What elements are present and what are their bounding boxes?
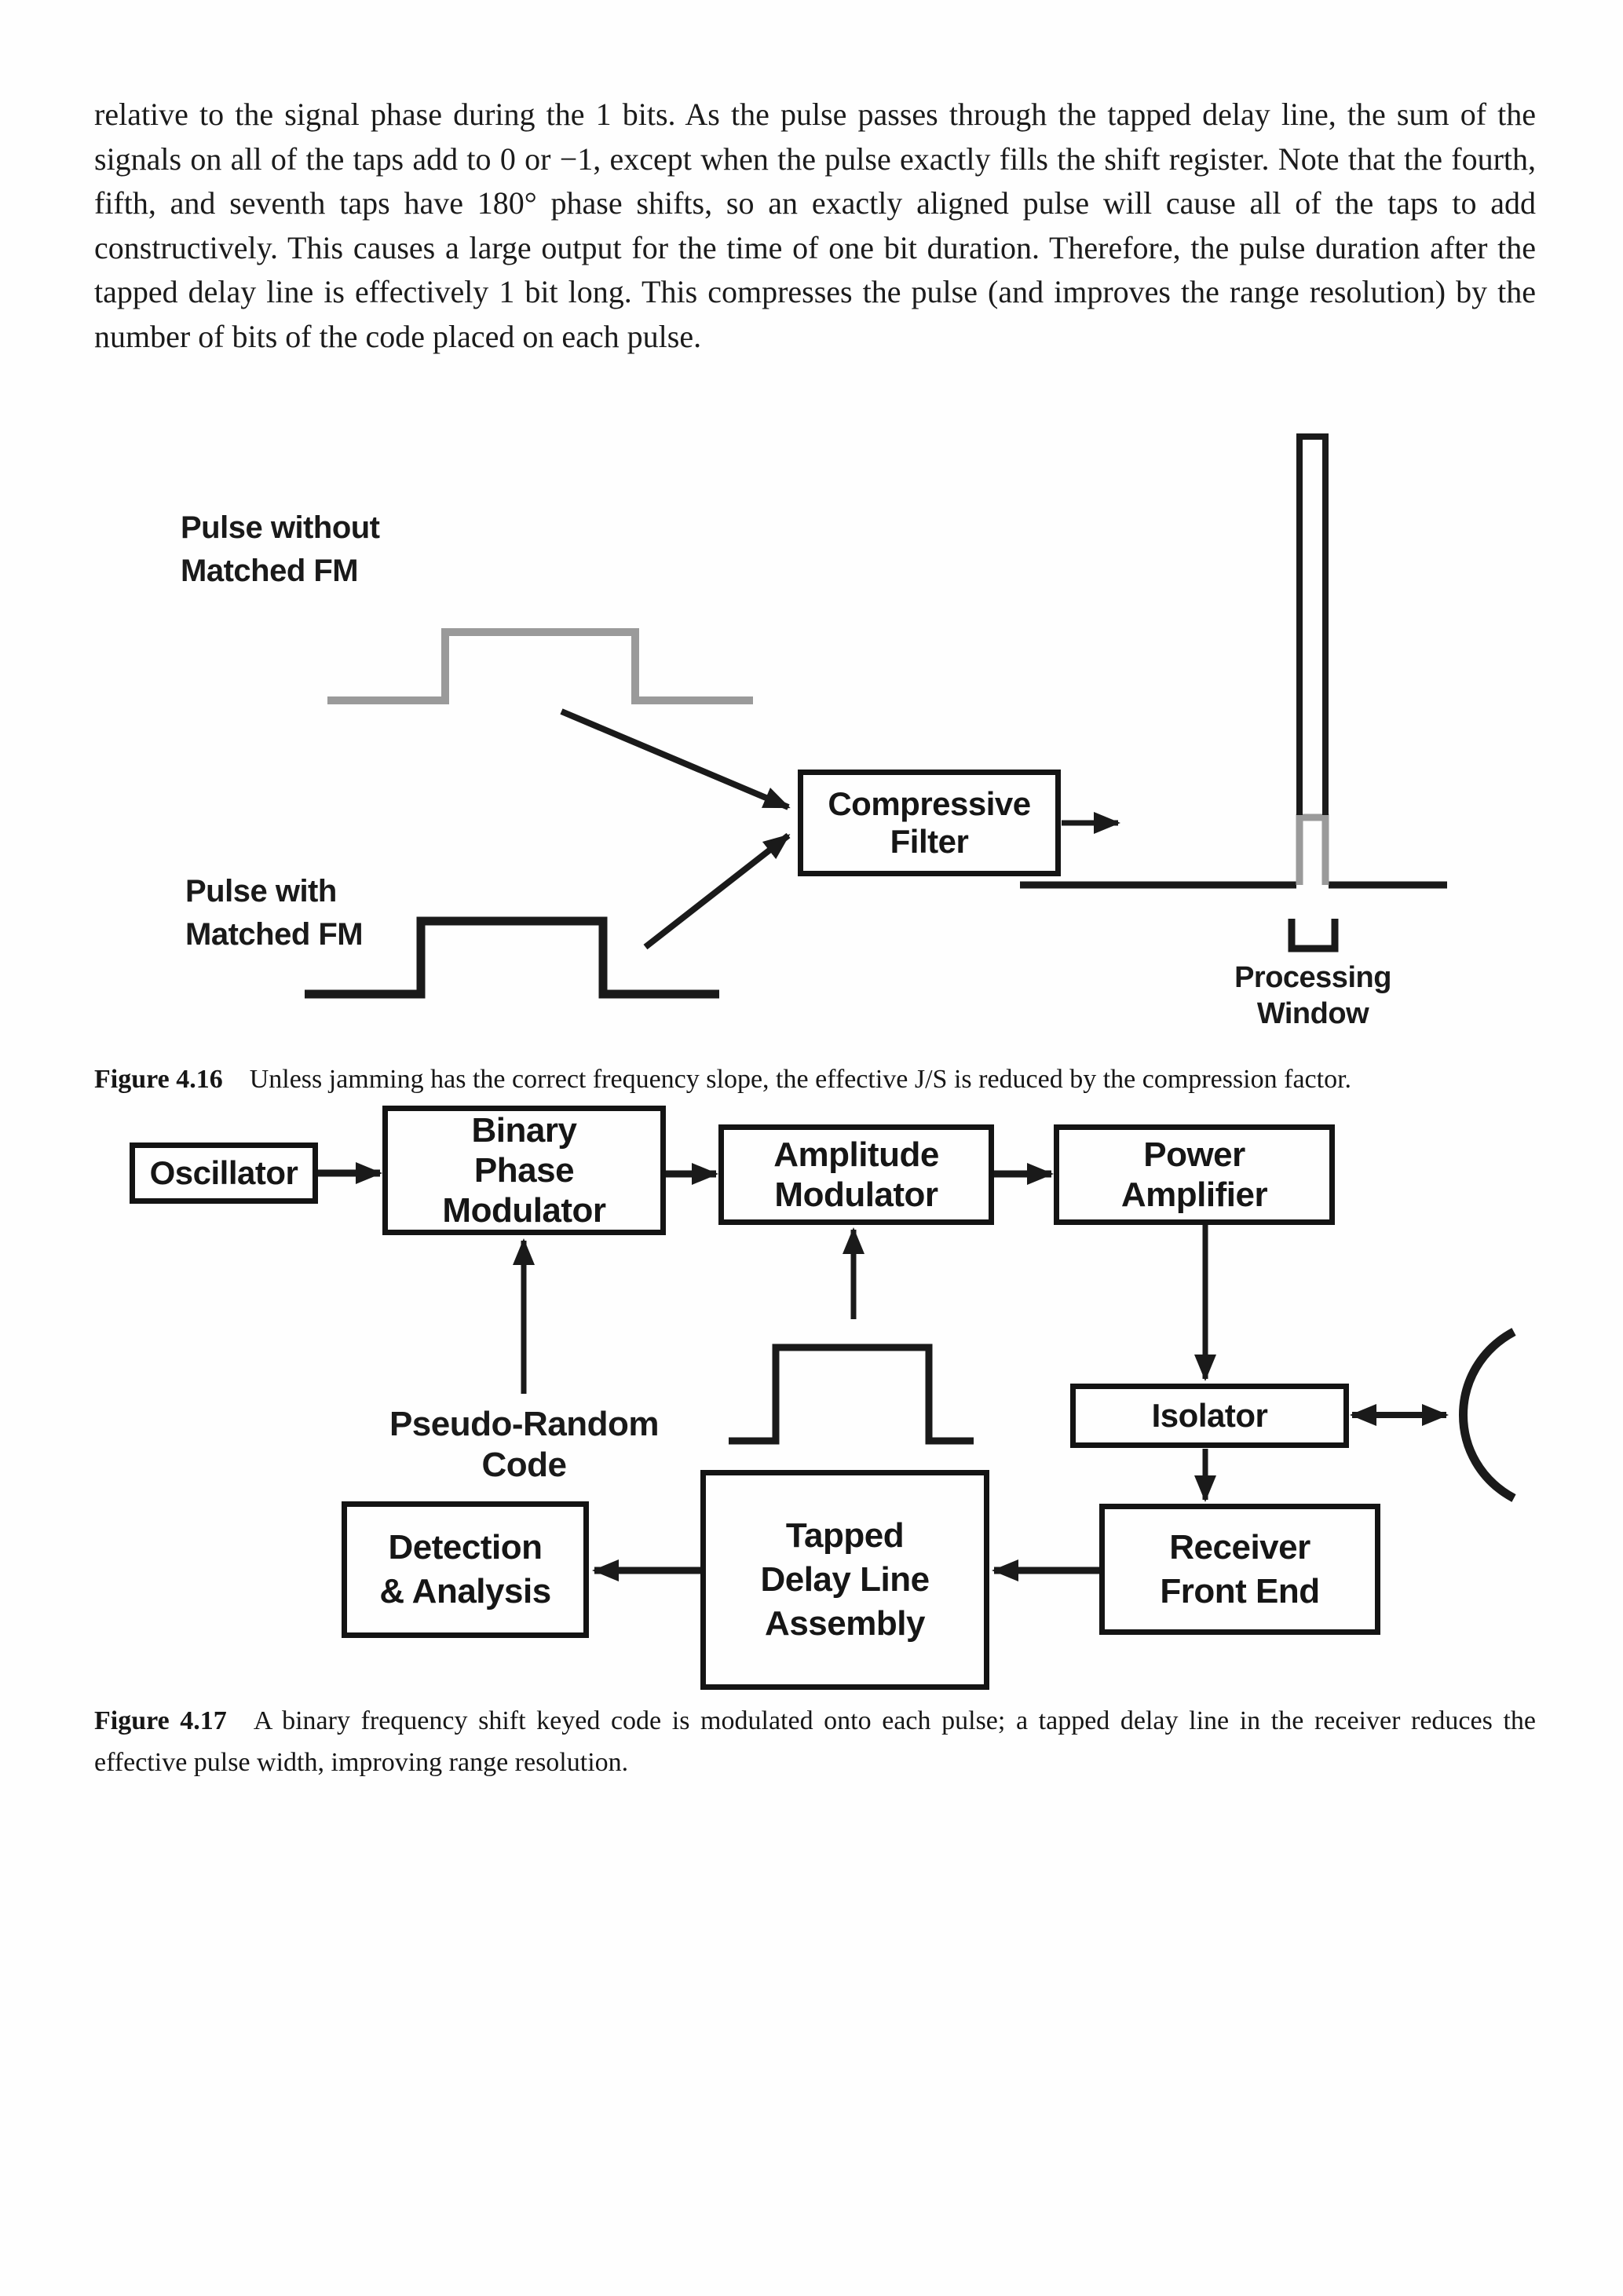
arrow-gray-pulse-to-filter-icon	[561, 711, 788, 807]
pulse-without-label: Pulse without Matched FM	[181, 510, 380, 588]
compressed-pulse-gray-window	[1299, 817, 1325, 885]
power-amplifier-box: Power Amplifier	[1054, 1124, 1335, 1225]
tapped-delay-line-assembly-box: Tapped Delay Line Assembly	[700, 1470, 989, 1690]
figure-417-caption	[94, 1700, 1536, 1783]
pseudo-random-code-label: Pseudo-Random Code	[389, 1405, 660, 1484]
body-paragraph: relative to the signal phase during the 1 bits. As the pulse passes through the tapped delay line, the sum of the signals on all of the taps add to 0 or −1, except when the pulse exactly fills the shift register. Note that the fourth, fifth, and seventh taps have 180° phase shifts, so an exactly aligned pulse will cause all of the taps to add constructively. This causes a large output for the time of one bit duration. Therefore, the pulse duration after the tapped delay line is effectively 1 bit long. This compresses the pulse (and improves the range resolution) by the number of bits of the code placed on each pulse.	[94, 97, 1536, 354]
figure-416-caption-text: Unless jamming has the correct frequency slope, the effective J/S is reduced by the compression factor.	[249, 1065, 1352, 1094]
pulse-with-matched-fm-waveform	[305, 921, 719, 994]
figure-416-caption	[94, 1058, 1536, 1100]
processing-window-bracket-icon	[1292, 919, 1335, 949]
compressed-pulse-spike	[1299, 437, 1325, 815]
detection-analysis-box: Detection & Analysis	[342, 1501, 589, 1638]
compressive-filter-box: Compressive Filter	[798, 770, 1061, 876]
figure-416-caption-number: Figure 4.16	[94, 1065, 223, 1094]
pulse-without-matched-fm-waveform	[327, 632, 753, 700]
binary-phase-modulator-box: Binary Phase Modulator	[382, 1106, 666, 1235]
isolator-box: Isolator	[1070, 1384, 1349, 1448]
figure-417-caption-text: A binary frequency shift keyed code is modulated onto each pulse; a tapped delay line in the receiver reduces the effective pulse width, improving range resolution.	[94, 1706, 1536, 1777]
receiver-front-end-box: Receiver Front End	[1099, 1504, 1380, 1635]
amplitude-modulator-box: Amplitude Modulator	[718, 1124, 994, 1225]
antenna-icon	[1464, 1332, 1515, 1498]
oscillator-box: Oscillator	[130, 1143, 318, 1204]
processing-window-label: Processing Window	[1234, 961, 1391, 1030]
pulse-with-label: Pulse with Matched FM	[185, 874, 364, 952]
arrow-black-pulse-to-filter-icon	[645, 835, 788, 947]
modulation-pulse-waveform	[729, 1347, 974, 1441]
figure-417-caption-number: Figure 4.17	[94, 1706, 227, 1735]
